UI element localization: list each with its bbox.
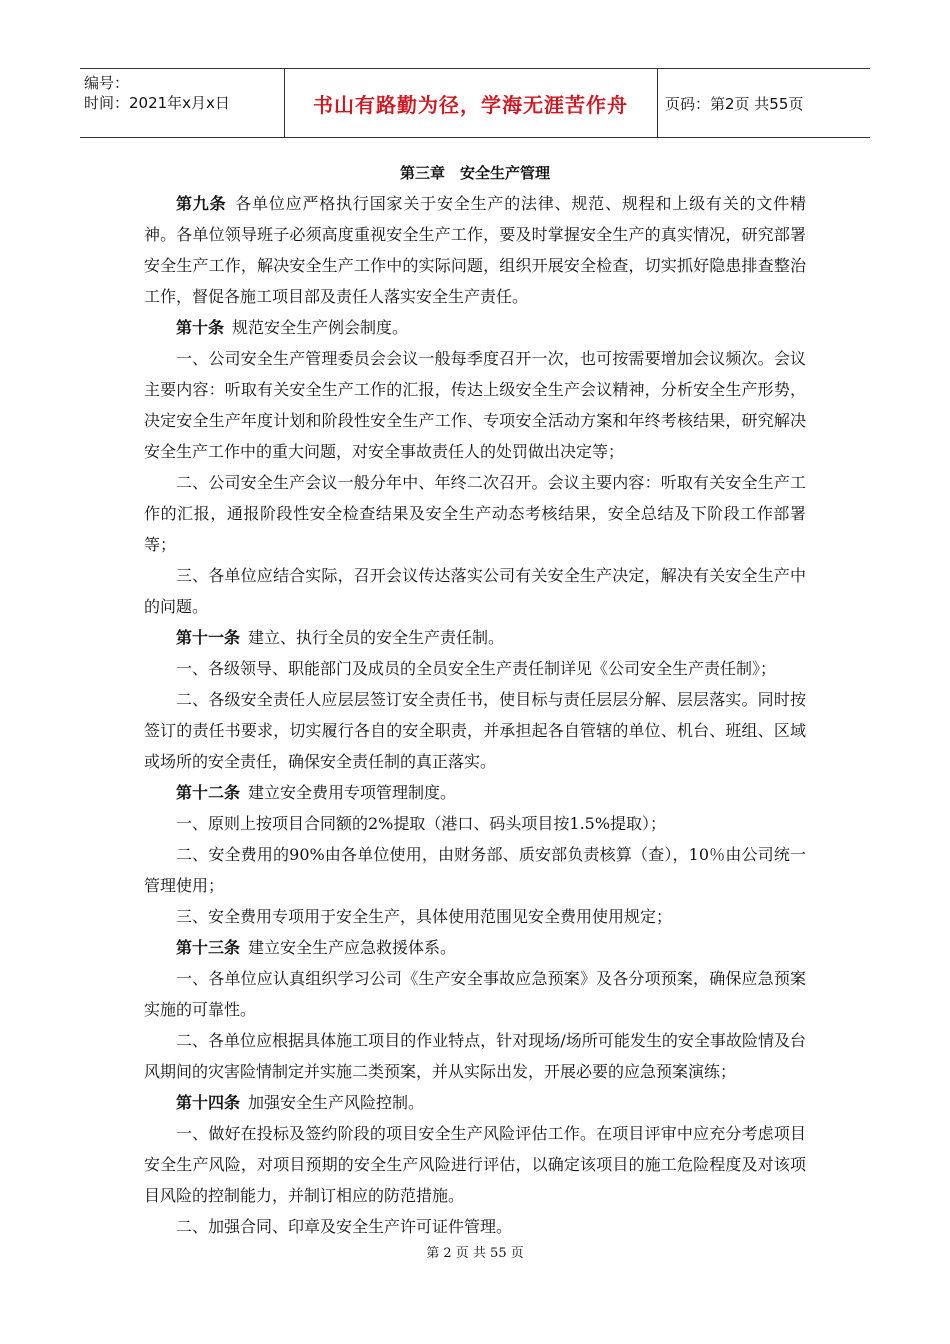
code-label: 编号： xyxy=(84,74,130,92)
document-body xyxy=(144,158,806,1242)
paragraph-text: 建立安全生产应急救援体系。 xyxy=(248,938,457,957)
paragraph-text: 建立、执行全员的安全生产责任制。 xyxy=(248,628,505,647)
paragraph-text: 二、加强合同、印章及安全生产许可证件管理。 xyxy=(176,1217,513,1236)
paragraph-text: 加强安全生产风险控制。 xyxy=(248,1093,425,1112)
paragraph xyxy=(144,560,806,622)
paragraph-list xyxy=(144,188,806,1242)
paragraph-text: 各单位应严格执行国家关于安全生产的法律、规范、规程和上级有关的文件精神。各单位领导班子必须高度重视安全生产工作，要及时掌握安全生产的真实情况，研究部署安全生产工作，解决安全生产工作中的实际问题，组织开展安全检查，切实抓好隐患排查整治工作，督促各施工项目部及责任人落实安全生产责任。 xyxy=(144,194,806,306)
page-footer: 第 2 页 共 55 页 xyxy=(426,1246,524,1261)
paragraph xyxy=(144,932,806,963)
paragraph-text: 一、各单位应认真组织学习公司《生产安全事故应急预案》及各分项预案，确保应急预案实施的可靠性。 xyxy=(144,969,806,1019)
paragraph xyxy=(144,808,806,839)
article-number: 第十二条 xyxy=(176,783,241,802)
paragraph xyxy=(144,653,806,684)
time-label: 时间：2021年x月x日 xyxy=(84,94,230,112)
paragraph-text: 一、公司安全生产管理委员会会议一般每季度召开一次，也可按需要增加会议频次。会议主要内容：听取有关安全生产工作的汇报，传达上级安全生产会议精神，分析安全生产形势，决定安全生产年度计划和阶段性安全生产工作、专项安全活动方案和年终考核结果，研究解决安全生产工作中的重大问题，对安全事故责任人的处罚做出决定等； xyxy=(144,349,806,461)
paragraph xyxy=(144,622,806,653)
paragraph-text: 一、原则上按项目合同额的2%提取（港口、码头项目按1.5%提取）； xyxy=(176,814,667,833)
article-number: 第十四条 xyxy=(176,1093,241,1112)
paragraph xyxy=(144,312,806,343)
paragraph-text: 二、公司安全生产会议一般分年中、年终二次召开。会议主要内容：听取有关安全生产工作的汇报，通报阶段性安全检查结果及安全生产动态考核结果，安全总结及下阶段工作部署等； xyxy=(144,473,806,554)
paragraph xyxy=(144,1118,806,1211)
paragraph xyxy=(144,1025,806,1087)
paragraph xyxy=(144,777,806,808)
paragraph-text: 一、做好在投标及签约阶段的项目安全生产风险评估工作。在项目评审中应充分考虑项目安全生产风险，对项目预期的安全生产风险进行评估，以确定该项目的施工危险程度及对该项目风险的控制能力，并制订相应的防范措施。 xyxy=(144,1124,806,1205)
paragraph xyxy=(144,839,806,901)
paragraph-text: 三、安全费用专项用于安全生产，具体使用范围见安全费用使用规定； xyxy=(176,907,673,926)
paragraph-text: 二、各单位应根据具体施工项目的作业特点，针对现场/场所可能发生的安全事故险情及台风期间的灾害险情制定并实施二类预案，并从实际出发，开展必要的应急预案演练； xyxy=(144,1031,806,1081)
paragraph xyxy=(144,963,806,1025)
paragraph xyxy=(144,343,806,467)
article-number: 第十三条 xyxy=(176,938,241,957)
chapter-title: 第三章 安全生产管理 xyxy=(399,164,550,182)
document-header xyxy=(80,68,870,138)
paragraph-text: 规范安全生产例会制度。 xyxy=(232,318,409,337)
header-page-info: 页码：第2页 共55页 xyxy=(665,94,804,113)
article-number: 第十一条 xyxy=(176,628,241,647)
article-number: 第十条 xyxy=(176,318,225,337)
header-motto: 书山有路勤为径，学海无涯苦作舟 xyxy=(313,92,628,117)
paragraph xyxy=(144,1087,806,1118)
paragraph xyxy=(144,467,806,560)
paragraph xyxy=(144,1211,806,1242)
header-divider xyxy=(657,69,658,137)
paragraph-text: 二、各级安全责任人应层层签订安全责任书，使目标与责任层层分解、层层落实。同时按签订的责任书要求，切实履行各自的安全职责，并承担起各自管辖的单位、机台、班组、区域或场所的安全责任，确保安全责任制的真正落实。 xyxy=(144,690,806,771)
paragraph-text: 建立安全费用专项管理制度。 xyxy=(248,783,457,802)
header-meta xyxy=(84,73,280,113)
paragraph-text: 一、各级领导、职能部门及成员的全员安全生产责任制详见《公司安全生产责任制》； xyxy=(176,659,777,678)
paragraph xyxy=(144,684,806,777)
paragraph-text: 二、安全费用的90%由各单位使用，由财务部、质安部负责核算（查），10％由公司统一管理使用； xyxy=(144,845,806,895)
article-number: 第九条 xyxy=(176,194,227,213)
paragraph-text: 三、各单位应结合实际，召开会议传达落实公司有关安全生产决定，解决有关安全生产中的问题。 xyxy=(144,566,806,616)
paragraph xyxy=(144,901,806,932)
paragraph xyxy=(144,188,806,312)
